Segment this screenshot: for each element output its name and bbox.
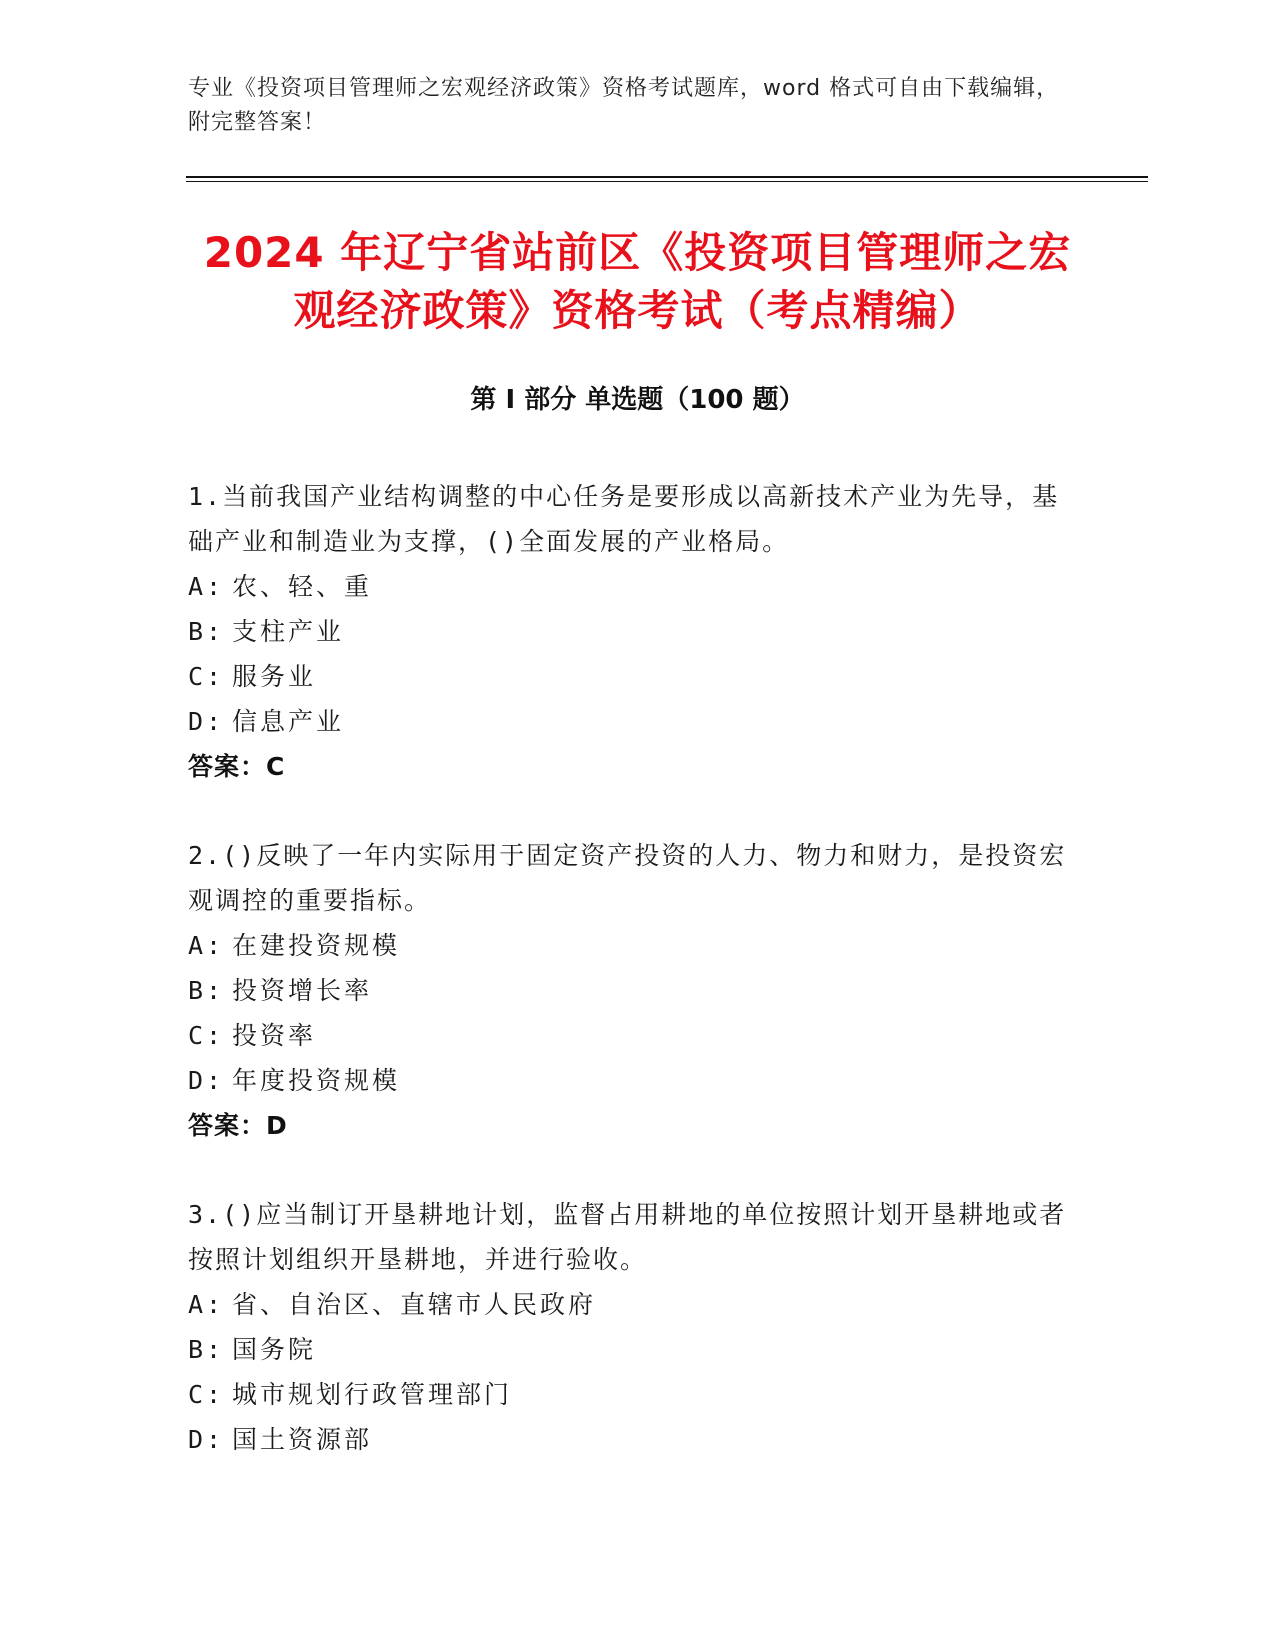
option-a: [188, 564, 1078, 609]
option-b: [188, 1327, 1078, 1372]
option-d: [188, 1058, 1078, 1103]
option-text: 信息产业: [232, 707, 345, 736]
question-item: [188, 1192, 1078, 1462]
option-key: A:: [188, 1290, 225, 1319]
question-stem: 2.()反映了一年内实际用于固定资产投资的人力、物力和财力，是投资宏观调控的重要指标。: [188, 841, 1067, 915]
option-text: 年度投资规模: [232, 1066, 401, 1095]
option-key: B:: [188, 617, 225, 646]
option-text: 服务业: [232, 662, 317, 691]
option-c: [188, 654, 1078, 699]
option-key: A:: [188, 931, 225, 960]
option-key: D:: [188, 1066, 225, 1095]
title-line-1: 2024 年辽宁省站前区《投资项目管理师之宏: [203, 228, 1072, 277]
option-key: D:: [188, 1425, 225, 1454]
option-key: C:: [188, 1021, 225, 1050]
option-c: [188, 1372, 1078, 1417]
option-key: A:: [188, 572, 225, 601]
option-b: [188, 968, 1078, 1013]
document-title: [150, 224, 1125, 340]
question-item: [188, 833, 1078, 1148]
header-note: 专业《投资项目管理师之宏观经济政策》资格考试题库，word 格式可自由下载编辑，附完整答案！: [188, 76, 1060, 135]
option-key: C:: [188, 1380, 225, 1409]
answer-line: 答案：C: [188, 752, 286, 781]
question-item: [188, 474, 1078, 789]
question-stem: 1.当前我国产业结构调整的中心任务是要形成以高新技术产业为先导，基础产业和制造业为支撑，()全面发展的产业格局。: [188, 482, 1060, 556]
option-c: [188, 1013, 1078, 1058]
title-line-2: 观经济政策》资格考试（考点精编）: [293, 286, 982, 335]
option-a: [188, 1282, 1078, 1327]
option-d: [188, 699, 1078, 744]
option-key: D:: [188, 707, 225, 736]
option-a: [188, 923, 1078, 968]
option-text: 国务院: [232, 1335, 317, 1364]
option-text: 投资率: [232, 1021, 317, 1050]
option-text: 城市规划行政管理部门: [232, 1380, 513, 1409]
question-list: [188, 474, 1078, 1506]
option-text: 支柱产业: [232, 617, 345, 646]
option-text: 农、轻、重: [232, 572, 373, 601]
question-stem: 3.()应当制订开垦耕地计划，监督占用耕地的单位按照计划开垦耕地或者按照计划组织开垦耕地，并进行验收。: [188, 1200, 1067, 1274]
section-title: 第 I 部分 单选题（100 题）: [470, 385, 805, 415]
option-text: 省、自治区、直辖市人民政府: [232, 1290, 597, 1319]
option-key: C:: [188, 662, 225, 691]
header-divider-thick: [186, 176, 1148, 178]
option-key: B:: [188, 976, 225, 1005]
header-divider-thin: [186, 181, 1148, 182]
option-text: 在建投资规模: [232, 931, 401, 960]
option-b: [188, 609, 1078, 654]
option-text: 投资增长率: [232, 976, 373, 1005]
answer-line: 答案：D: [188, 1111, 288, 1140]
option-d: [188, 1417, 1078, 1462]
option-text: 国土资源部: [232, 1425, 373, 1454]
option-key: B:: [188, 1335, 225, 1364]
